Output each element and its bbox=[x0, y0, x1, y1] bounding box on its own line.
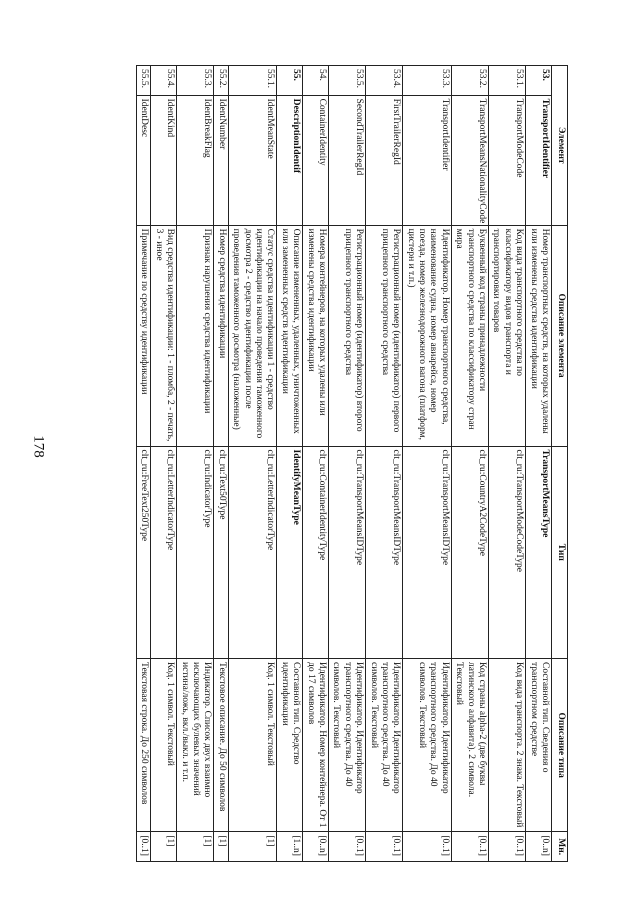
table-row bbox=[303, 66, 329, 862]
element-description: Номер средства идентификации bbox=[214, 225, 228, 446]
multiplicity: [1] bbox=[177, 832, 214, 862]
header-multiplicity: Мн. bbox=[552, 832, 568, 862]
row-number: 55.3. bbox=[177, 66, 214, 96]
row-number: 55.5. bbox=[137, 66, 151, 96]
element-name: SecondTrailerRegId bbox=[328, 95, 365, 225]
type-description: Код. 1 символ. Текстовый bbox=[151, 659, 177, 832]
element-description: Регистрационный номер (идентификатор) первого прицепного транспортного средства bbox=[366, 225, 403, 446]
multiplicity: [1] bbox=[151, 832, 177, 862]
type-description: Составной тип. Средство идентификации bbox=[277, 659, 303, 832]
row-number: 55.2. bbox=[214, 66, 228, 96]
element-name: IdentBreakFlag bbox=[177, 95, 214, 225]
type-name: clt_ru:FreeText250Type bbox=[137, 446, 151, 658]
type-description: Идентификатор. Номер контейнера. От 1 до 17 символов bbox=[303, 659, 329, 832]
type-name: clt_ru:TransportMeansIDType bbox=[366, 446, 403, 658]
row-number: 54. bbox=[303, 66, 329, 96]
type-name: IdentifyMeanType bbox=[277, 446, 303, 658]
multiplicity: [0..1] bbox=[328, 832, 365, 862]
table-body bbox=[137, 66, 552, 862]
element-name: IdentNumber bbox=[214, 95, 228, 225]
row-number: 53.5. bbox=[328, 66, 365, 96]
element-name: TransportModeCode bbox=[489, 95, 526, 225]
type-name: clt_ru:TransportMeansIDType bbox=[403, 446, 452, 658]
row-number: 53. bbox=[526, 66, 552, 96]
table-row bbox=[489, 66, 526, 862]
type-name: clt_ru:Text50Type bbox=[214, 446, 228, 658]
table-row bbox=[403, 66, 452, 862]
multiplicity: [0..1] bbox=[366, 832, 403, 862]
multiplicity: [1] bbox=[228, 832, 277, 862]
element-description: Регистрационный номер (идентификатор) второго прицепного транспортного средства bbox=[328, 225, 365, 446]
element-description: Буквенный код страны принадлежности транспортного средства по классификатору стран мира bbox=[451, 225, 488, 446]
row-number: 55. bbox=[277, 66, 303, 96]
table-row bbox=[214, 66, 228, 862]
multiplicity: [1..n] bbox=[277, 832, 303, 862]
header-type: Тип bbox=[552, 446, 568, 658]
page-number: 178 bbox=[30, 435, 47, 458]
type-name: clt_ru:TransportModeCodeType bbox=[489, 446, 526, 658]
row-number: 53.3. bbox=[403, 66, 452, 96]
type-description: Код страны alpha-2 (две буквы латинского алфавита). 2 символа. Текстовый bbox=[451, 659, 488, 832]
type-description: Идентификатор. Идентификатор транспортного средства. До 40 символов. Текстовый bbox=[403, 659, 452, 832]
type-description: Идентификатор. Идентификатор транспортного средства. До 40 символов. Текстовый bbox=[328, 659, 365, 832]
multiplicity: [0..n] bbox=[526, 832, 552, 862]
element-description: Идентификатор. Номер транспортного средства, наименование судна, номер авиарейса, номер поезда, номер железнодорожного вагона (платформ, цистерн и т.п.) bbox=[403, 225, 452, 446]
type-description: Составной тип. Сведения о транспортном средстве bbox=[526, 659, 552, 832]
row-number: 55.4. bbox=[151, 66, 177, 96]
element-description: Код вида транспортного средства по классификатору видов транспорта и транспортировки товаров bbox=[489, 225, 526, 446]
row-number: 53.2. bbox=[451, 66, 488, 96]
multiplicity: [0..1] bbox=[489, 832, 526, 862]
element-description: Статус средства идентификации 1 - средство идентификации на начало проведения таможенного досмотра 2 - средство идентификации после проведения таможенного досмотра (наложенные) bbox=[228, 225, 277, 446]
document-table-area bbox=[93, 65, 568, 862]
header-element: Элемент bbox=[552, 66, 568, 226]
rotated-table-container bbox=[93, 65, 568, 862]
type-name: clt_ru:LetterIndicatorType bbox=[151, 446, 177, 658]
element-name: IdentKind bbox=[151, 95, 177, 225]
table-row bbox=[277, 66, 303, 862]
row-number: 53.4. bbox=[366, 66, 403, 96]
header-description: Описание элемента bbox=[552, 225, 568, 446]
element-name: IdentMeanState bbox=[228, 95, 277, 225]
type-name: TransportMeansType bbox=[526, 446, 552, 658]
header-type-description: Описание типа bbox=[552, 659, 568, 832]
type-description: Код вида транспорта. 2 знака. Текстовый bbox=[489, 659, 526, 832]
element-description: Номера контейнеров, на которых удалены или изменены средства идентификации bbox=[303, 225, 329, 446]
table-row bbox=[328, 66, 365, 862]
table-row bbox=[451, 66, 488, 862]
type-name: clt_ru:IndicatorType bbox=[177, 446, 214, 658]
element-name: ContainerIdentity bbox=[303, 95, 329, 225]
element-name: IdentDesc bbox=[137, 95, 151, 225]
table-header-row bbox=[552, 66, 568, 862]
multiplicity: [0..1] bbox=[403, 832, 452, 862]
element-name: DescriptionIdentif bbox=[277, 95, 303, 225]
row-number: 53.1. bbox=[489, 66, 526, 96]
elements-table bbox=[136, 65, 568, 862]
multiplicity: [0..1] bbox=[137, 832, 151, 862]
table-row bbox=[137, 66, 151, 862]
element-description: Номер транспортных средств, на которых удалены или изменены средства идентификации bbox=[526, 225, 552, 446]
type-description: Индикатор. Список двух взаимно исключающих булевых значений истина/ложь, вкл./выкл. и т.п. bbox=[177, 659, 214, 832]
multiplicity: [0..1] bbox=[451, 832, 488, 862]
element-name: TransportMeansNationalityCode bbox=[451, 95, 488, 225]
type-description: Идентификатор. Идентификатор транспортного средства. До 40 символов. Текстовый bbox=[366, 659, 403, 832]
type-name: clt_ru:TransportMeansIDType bbox=[328, 446, 365, 658]
table-row bbox=[228, 66, 277, 862]
type-description: Код. 1 символ. Текстовый bbox=[228, 659, 277, 832]
element-description: Признак нарушения средства идентификации bbox=[177, 225, 214, 446]
type-description: Текстовая строка. До 250 символов bbox=[137, 659, 151, 832]
element-description: Вид средства идентификации: 1 - пломба, 2 - печать, 3 - иное bbox=[151, 225, 177, 446]
table-row bbox=[151, 66, 177, 862]
type-name: clt_ru:ContainerIdentityType bbox=[303, 446, 329, 658]
element-description: Описание измененных, удаленных, уничтоженных или замененных средств идентификации bbox=[277, 225, 303, 446]
table-row bbox=[526, 66, 552, 862]
element-name: TransportIdentifier bbox=[526, 95, 552, 225]
element-description: Примечание по средству идентификации bbox=[137, 225, 151, 446]
type-name: clt_ru:CountryA2CodeType bbox=[451, 446, 488, 658]
type-description: Текстовое описание. До 50 символов bbox=[214, 659, 228, 832]
row-number: 55.1. bbox=[228, 66, 277, 96]
multiplicity: [1] bbox=[214, 832, 228, 862]
table-row bbox=[177, 66, 214, 862]
element-name: FirstTrailerRegId bbox=[366, 95, 403, 225]
table-row bbox=[366, 66, 403, 862]
type-name: clt_ru:LetterIndicatorType bbox=[228, 446, 277, 658]
element-name: TransportIdentifier bbox=[403, 95, 452, 225]
multiplicity: [0..n] bbox=[303, 832, 329, 862]
